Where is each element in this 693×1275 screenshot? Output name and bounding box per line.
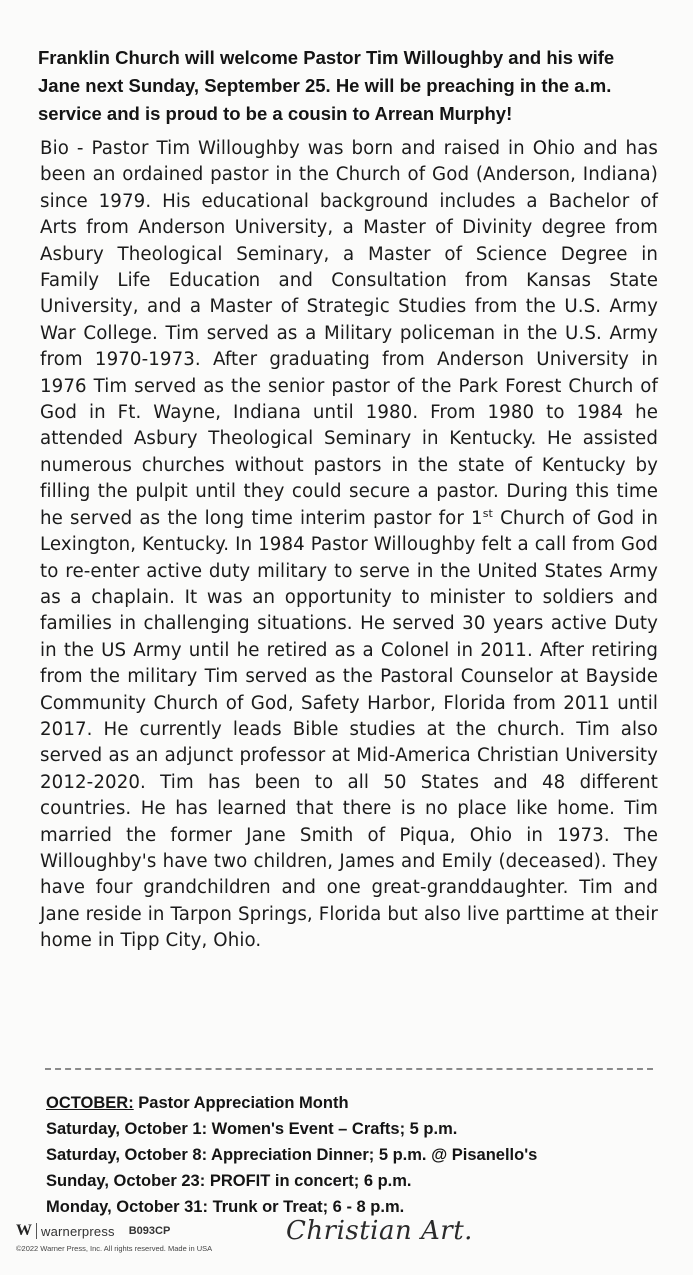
events-heading: [46, 1090, 666, 1116]
event-text: Appreciation Dinner; 5 p.m. @ Pisanello's: [207, 1146, 538, 1164]
event-item: [46, 1116, 666, 1142]
bio-text-part1: Bio - Pastor Tim Willoughby was born and raised in Ohio and has been an ordained pastor in the Church of God (Anderson, Indiana) since 1979. His educational background includes a Bachelor of Arts from Anderson University, a Master of Divinity degree from Asbury Theological Seminary, a Master of Science Degree in Family Life Education and Consultation from Kansas State University, and a Master of Strategic Studies from the U.S. Army War College. Tim served as a Military policeman in the U.S. Army from 1970-1973. After graduating from Anderson University in 1976 Tim served as the senior pastor of the Park Forest Church of God in Ft. Wayne, Indiana until 1980. From 1980 to 1984 he attended Asbury Theological Seminary in Kentucky. He assisted numerous churches without pastors in the state of Kentucky by filling the pulpit until they could secure a pastor. During this time he served as the long time interim pastor for 1: [40, 138, 658, 529]
warner-press-logo-icon: W: [16, 1223, 37, 1239]
christian-art-logo: Christian Art.: [286, 1216, 473, 1246]
month-title: Pastor Appreciation Month: [133, 1094, 349, 1112]
event-date: Saturday, October 1:: [46, 1120, 208, 1138]
bio-text-part2: Church of God in Lexington, Kentucky. In 1984 Pastor Willoughby felt a call from God to re-enter active duty military to serve in the United States Army as a chaplain. It was an opportunity to minister to soldiers and families in challenging situations. He served 30 years active Duty in the US Army until he retired as a Colonel in 2011. After retiring from the military Tim served as the Pastoral Counselor at Bayside Community Church of God, Safety Harbor, Florida from 2011 until 2017. He currently leads Bible studies at the church. Tim also served as an adjunct professor at Mid-America Christian University 2012-2020. Tim has been to all 50 States and 48 different countries. He has learned that there is no place like home. Tim married the former Jane Smith of Piqua, Ohio in 1973. The Willoughby's have two children, James and Emily (deceased). They have four grandchildren and one great-granddaughter. Tim and Jane reside in Tarpon Springs, Florida but also live parttime at their home in Tipp City, Ohio.: [40, 507, 658, 952]
publisher-footer: [16, 1216, 676, 1264]
announcement-text: Franklin Church will welcome Pastor Tim Willoughby and his wife Jane next Sunday, September 25. He will be preaching in the a.m. service and is proud to be a cousin to Arrean Murphy!: [38, 47, 615, 124]
dashed-divider: [45, 1068, 653, 1070]
october-events: [46, 1090, 666, 1220]
publisher-brand: [16, 1222, 170, 1240]
event-item: [46, 1142, 666, 1168]
ordinal-superscript: st: [482, 506, 493, 520]
event-text: PROFIT in concert; 6 p.m.: [205, 1172, 412, 1190]
event-date: Saturday, October 8:: [46, 1146, 208, 1164]
pastor-bio: [40, 136, 658, 955]
event-text: Women's Event – Crafts; 5 p.m.: [207, 1120, 458, 1138]
month-label: OCTOBER:: [46, 1094, 134, 1112]
publisher-name: warnerpress: [41, 1223, 115, 1239]
copyright-notice: ©2022 Warner Press, Inc. All rights reserved. Made in USA: [16, 1244, 213, 1253]
event-item: [46, 1168, 666, 1194]
event-text: Trunk or Treat; 6 - 8 p.m.: [207, 1198, 405, 1216]
product-code: B093CP: [128, 1225, 171, 1237]
event-date: Monday, October 31:: [46, 1198, 208, 1216]
event-date: Sunday, October 23:: [46, 1172, 206, 1190]
